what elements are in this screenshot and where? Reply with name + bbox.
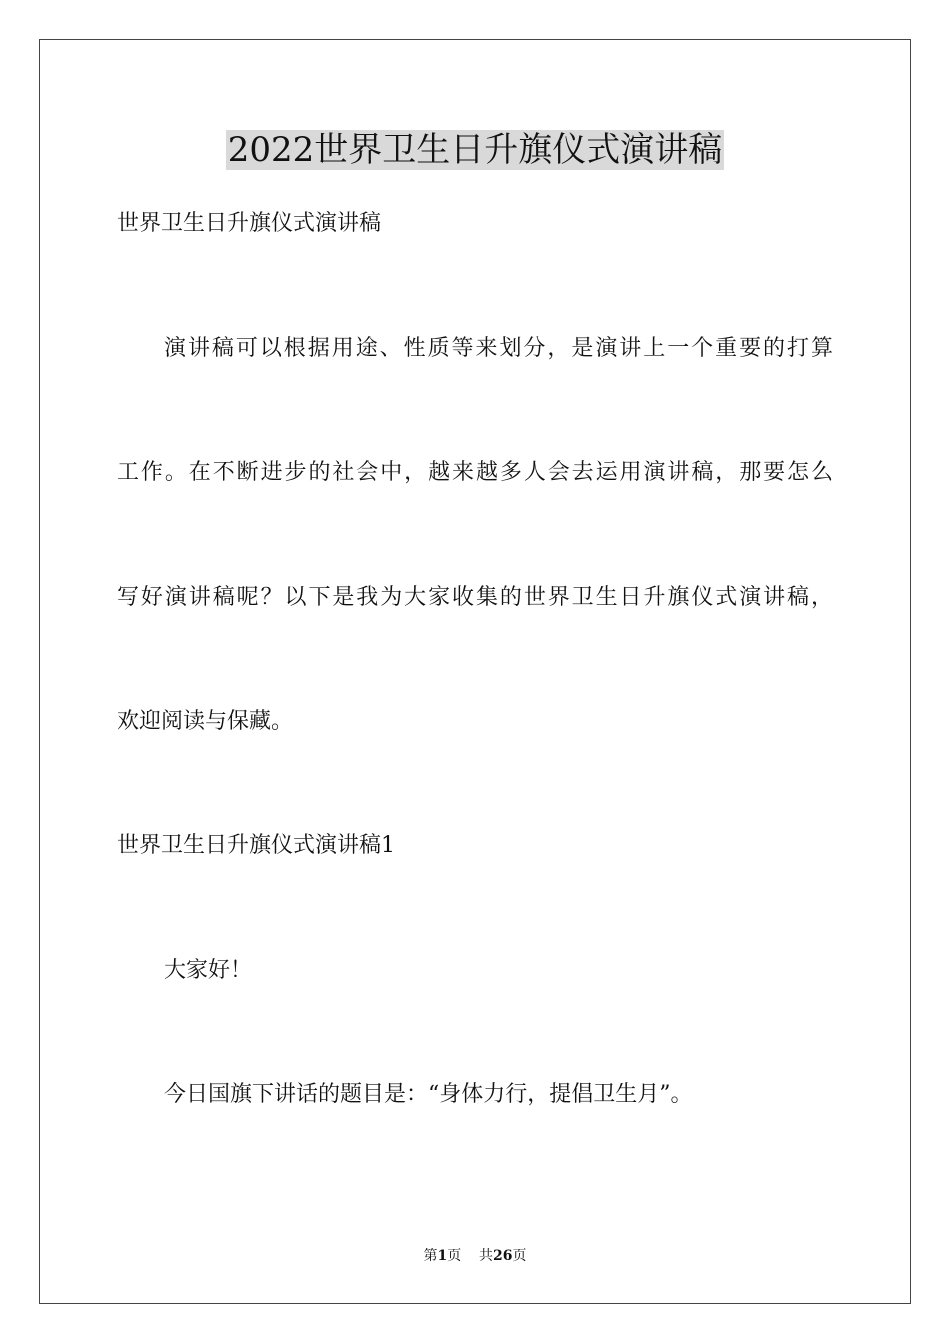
intro-line-2: 工作。在不断进步的社会中，越来越多人会去运用演讲稿，那要怎么 <box>117 460 833 485</box>
topic-line: 今日国旗下讲话的题目是：“身体力行，提倡卫生月”。 <box>164 1082 693 1107</box>
footer-total-prefix: 共 <box>479 1248 494 1264</box>
section-heading: 世界卫生日升旗仪式演讲稿1 <box>117 833 395 858</box>
document-title <box>0 124 950 176</box>
intro-line-3: 写好演讲稿呢？以下是我为大家收集的世界卫生日升旗仪式演讲稿， <box>117 585 833 610</box>
footer-page-prefix: 第 <box>423 1248 438 1264</box>
document-title-text: 2022世界卫生日升旗仪式演讲稿 <box>227 130 723 170</box>
footer-total-unit: 页 <box>512 1248 527 1264</box>
footer-page-unit: 页 <box>447 1248 462 1264</box>
footer-page-current: 1 <box>437 1248 448 1264</box>
intro-line-1: 演讲稿可以根据用途、性质等来划分，是演讲上一个重要的打算 <box>164 336 833 361</box>
page-footer <box>0 1246 950 1266</box>
document-subtitle: 世界卫生日升旗仪式演讲稿 <box>117 211 382 236</box>
footer-page-total: 26 <box>493 1248 513 1264</box>
intro-line-4: 欢迎阅读与保藏。 <box>117 709 294 734</box>
greeting-line: 大家好！ <box>164 958 253 983</box>
